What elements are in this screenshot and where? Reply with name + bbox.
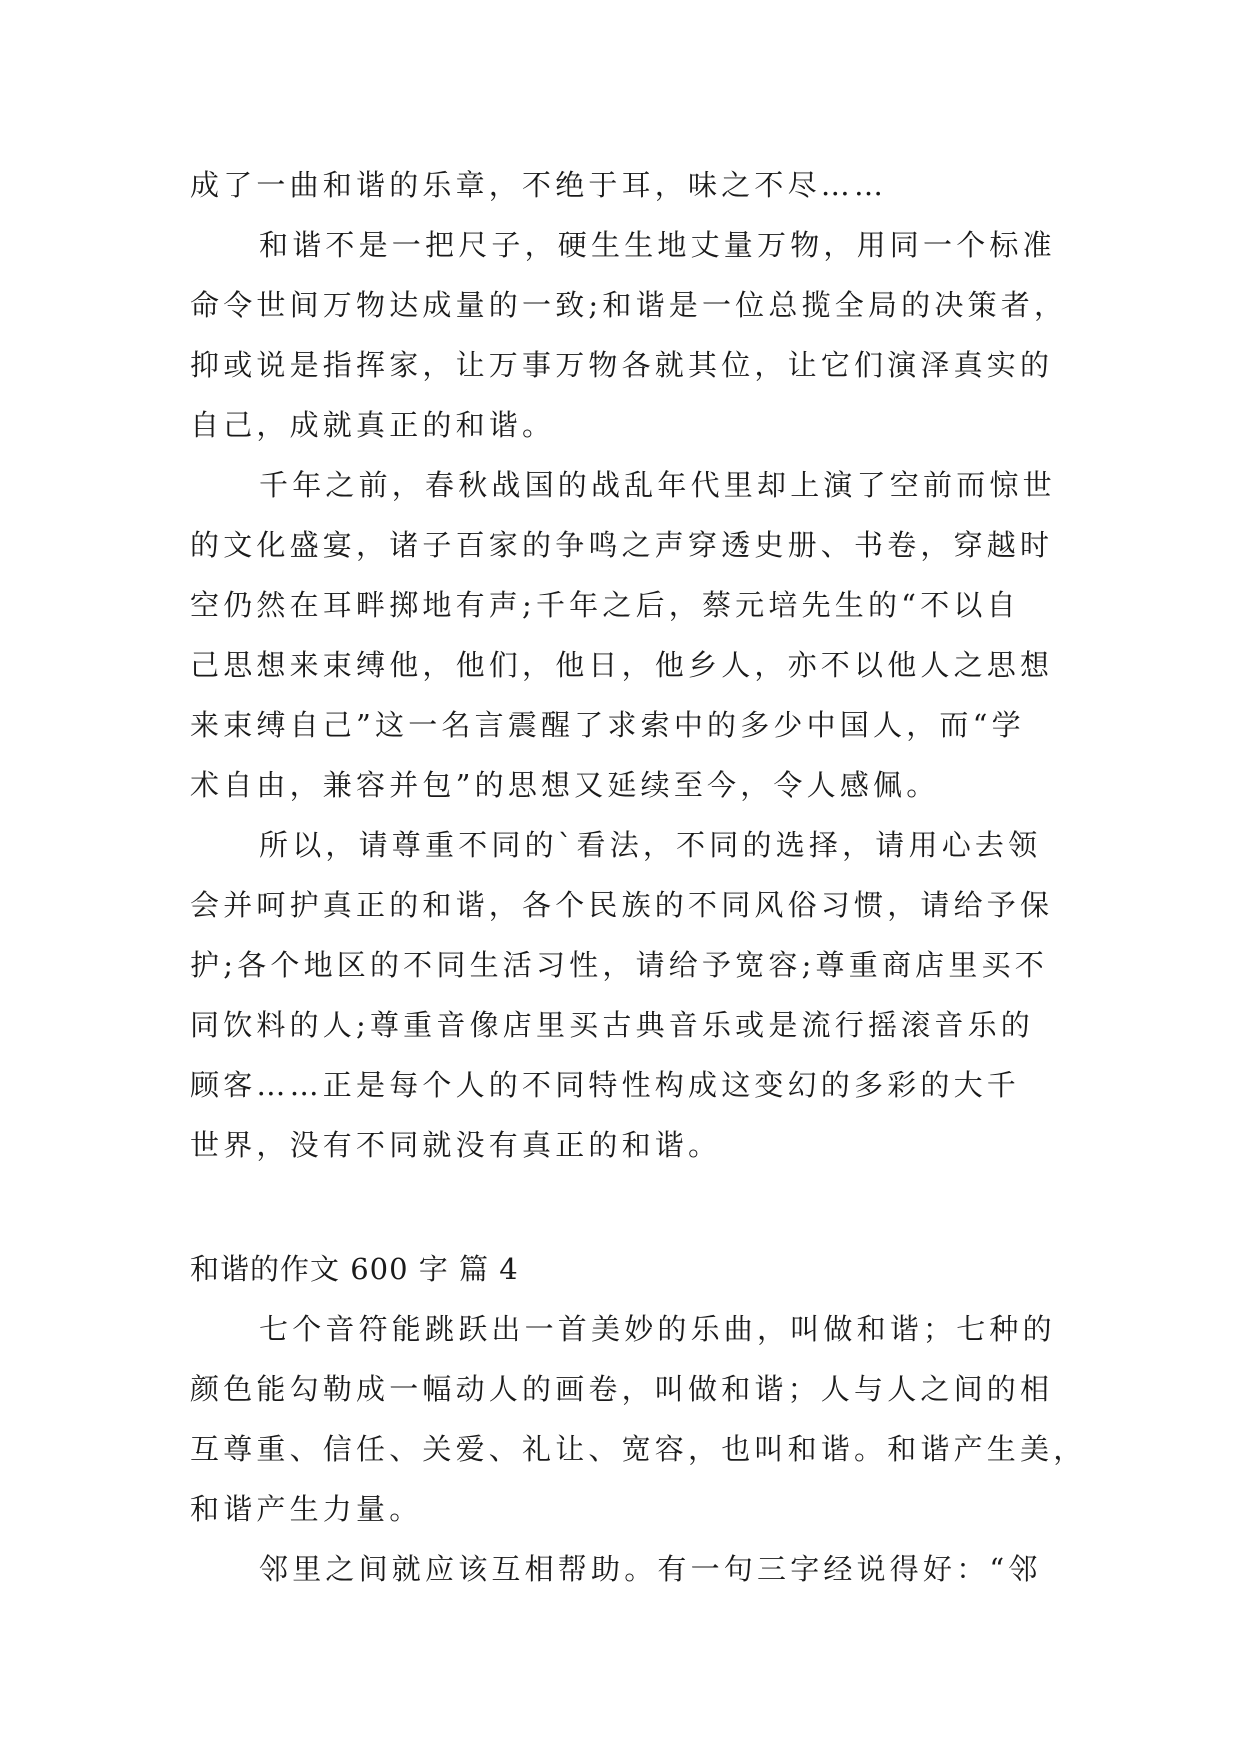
paragraph-line: 和谐产生力量。 xyxy=(190,1492,423,1526)
paragraph-line: 护;各个地区的不同生活习性，请给予宽容;尊重商店里买不 xyxy=(190,948,1048,982)
paragraph-2 xyxy=(190,215,1068,455)
paragraph-line: 同饮料的人;尊重音像店里买古典音乐或是流行摇滚音乐的 xyxy=(190,1008,1034,1042)
paragraph-3 xyxy=(190,455,1056,815)
section-spacer xyxy=(190,1175,1050,1239)
paragraph-5 xyxy=(190,1299,1087,1539)
paragraph-line: 命令世间万物达成量的一致;和谐是一位总揽全局的决策者， xyxy=(190,288,1068,322)
paragraph-line: 互尊重、信任、关爱、礼让、宽容，也叫和谐。和谐产生美， xyxy=(190,1432,1087,1466)
paragraph-line: 的文化盛宴，诸子百家的争鸣之声穿透史册、书卷，穿越时 xyxy=(190,528,1054,562)
paragraph-line: 来束缚自己”这一名言震醒了求索中的多少中国人，而“学 xyxy=(190,708,1025,742)
paragraph-line: 成了一曲和谐的乐章，不绝于耳，味之不尽…… xyxy=(190,168,888,202)
paragraph-line: 和谐不是一把尺子，硬生生地丈量万物，用同一个标准 xyxy=(259,228,1056,262)
paragraph-line: 自己，成就真正的和谐。 xyxy=(190,408,556,442)
paragraph-6 xyxy=(190,1539,1050,1599)
paragraph-line: 空仍然在耳畔掷地有声;千年之后，蔡元培先生的“不以自 xyxy=(190,588,1020,622)
paragraph-line: 所以，请尊重不同的`看法，不同的选择，请用心去领 xyxy=(259,828,1042,862)
paragraph-line: 千年之前，春秋战国的战乱年代里却上演了空前而惊世 xyxy=(259,468,1056,502)
document-body xyxy=(190,155,1087,1599)
paragraph-line: 己思想来束缚他，他们，他日，他乡人，亦不以他人之思想 xyxy=(190,648,1054,682)
paragraph-line: 会并呵护真正的和谐，各个民族的不同风俗习惯，请给予保 xyxy=(190,888,1054,922)
section-heading: 和谐的作文 600 字 篇 4 xyxy=(190,1252,519,1286)
paragraph-1 xyxy=(190,155,1050,215)
paragraph-line: 术自由，兼容并包”的思想又延续至今，令人感佩。 xyxy=(190,768,940,802)
paragraph-line: 世界，没有不同就没有真正的和谐。 xyxy=(190,1128,722,1162)
paragraph-4 xyxy=(190,815,1054,1175)
paragraph-line: 邻里之间就应该互相帮助。有一句三字经说得好：“邻 xyxy=(259,1552,1042,1586)
paragraph-line: 七个音符能跳跃出一首美妙的乐曲，叫做和谐；七种的 xyxy=(259,1312,1056,1346)
paragraph-line: 顾客……正是每个人的不同特性构成这变幻的多彩的大千 xyxy=(190,1068,1021,1102)
paragraph-line: 抑或说是指挥家，让万事万物各就其位，让它们演泽真实的 xyxy=(190,348,1054,382)
paragraph-line: 颜色能勾勒成一幅动人的画卷，叫做和谐；人与人之间的相 xyxy=(190,1372,1054,1406)
